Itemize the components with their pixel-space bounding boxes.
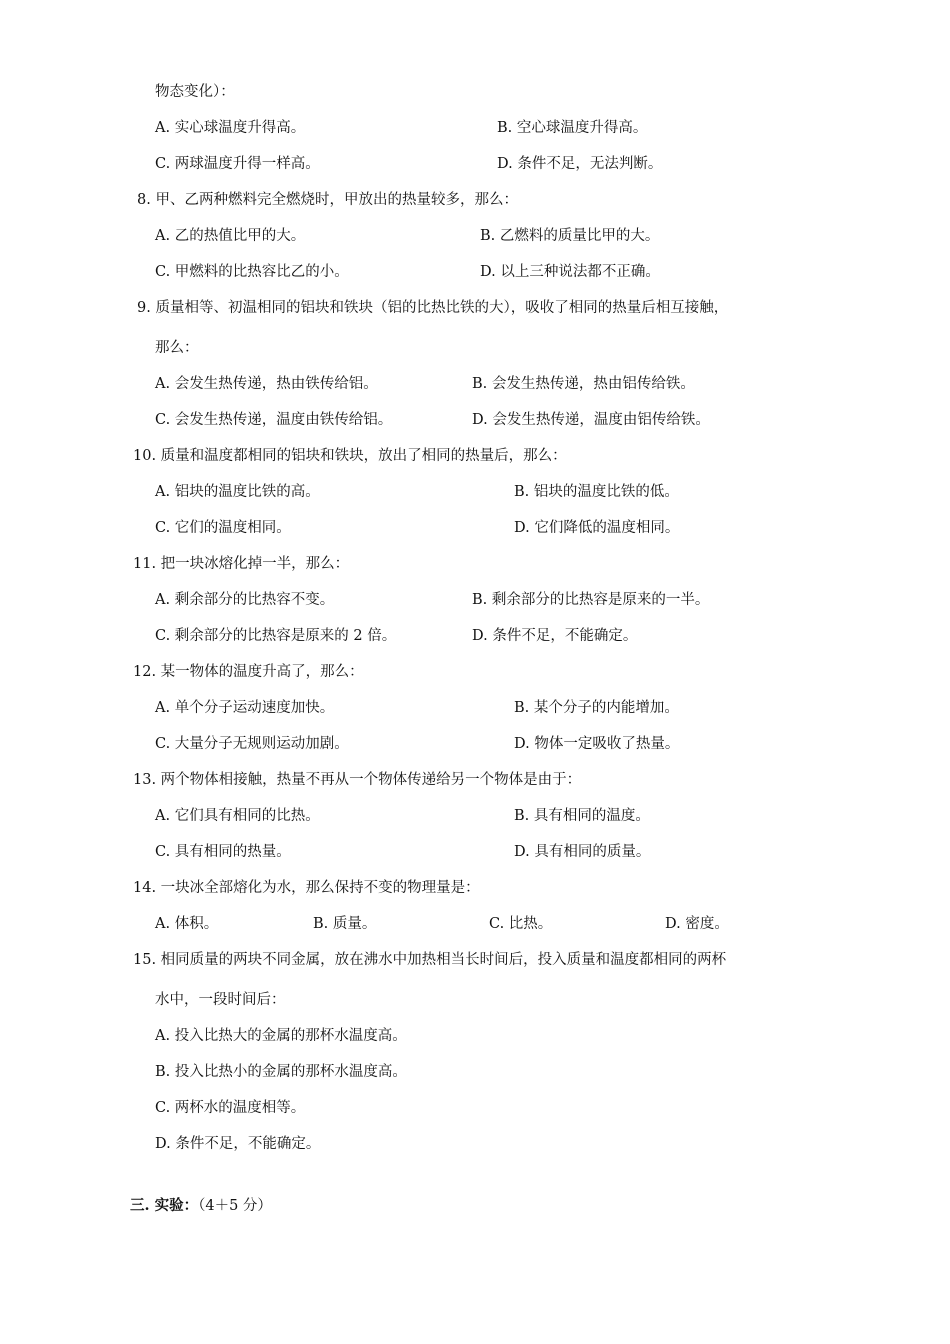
q9-option-c: C. 会发生热传递，温度由铁传给铝。 xyxy=(155,412,393,428)
q8-stem: 8. 甲、乙两种燃料完全燃烧时，甲放出的热量较多，那么： xyxy=(137,192,518,208)
q8-option-c: C. 甲燃料的比热容比乙的小。 xyxy=(155,264,349,280)
q14-option-c: C. 比热。 xyxy=(489,916,553,932)
q10-option-c: C. 它们的温度相同。 xyxy=(155,520,291,536)
q15-option-c: C. 两杯水的温度相等。 xyxy=(155,1100,306,1116)
q12-option-b: B. 某个分子的内能增加。 xyxy=(514,700,679,716)
q9-stem-continuation: 那么： xyxy=(155,340,199,356)
q14-option-d: D. 密度。 xyxy=(665,916,729,932)
q14-stem: 14. 一块冰全部熔化为水，那么保持不变的物理量是： xyxy=(133,880,480,896)
q11-option-b: B. 剩余部分的比热容是原来的一半。 xyxy=(472,592,710,608)
q15-option-b: B. 投入比热小的金属的那杯水温度高。 xyxy=(155,1064,407,1080)
section-3-title: 三. 实验： xyxy=(130,1197,199,1214)
q10-option-d: D. 它们降低的温度相同。 xyxy=(514,520,680,536)
section-3-heading xyxy=(130,1196,272,1216)
q7-option-c: C. 两球温度升得一样高。 xyxy=(155,156,320,172)
q13-option-d: D. 具有相同的质量。 xyxy=(514,844,651,860)
q7-option-b: B. 空心球温度升得高。 xyxy=(497,120,648,136)
q7-stem-continuation: 物态变化）： xyxy=(155,84,235,100)
q10-stem: 10. 质量和温度都相同的铝块和铁块，放出了相同的热量后，那么： xyxy=(133,448,567,464)
q12-stem: 12. 某一物体的温度升高了，那么： xyxy=(133,664,364,680)
q13-stem: 13. 两个物体相接触，热量不再从一个物体传递给另一个物体是由于： xyxy=(133,772,582,788)
q9-option-d: D. 会发生热传递，温度由铝传给铁。 xyxy=(472,412,710,428)
q12-option-a: A. 单个分子运动速度加快。 xyxy=(155,700,335,716)
q13-option-a: A. 它们具有相同的比热。 xyxy=(155,808,320,824)
q9-option-a: A. 会发生热传递，热由铁传给铝。 xyxy=(155,376,378,392)
q11-option-a: A. 剩余部分的比热容不变。 xyxy=(155,592,335,608)
q7-option-d: D. 条件不足，无法判断。 xyxy=(497,156,663,172)
q15-option-d: D. 条件不足，不能确定。 xyxy=(155,1136,321,1152)
q9-stem: 9. 质量相等、初温相同的铝块和铁块（铝的比热比铁的大），吸收了相同的热量后相互接触， xyxy=(137,300,729,316)
q14-option-b: B. 质量。 xyxy=(313,916,377,932)
q14-option-a: A. 体积。 xyxy=(155,916,219,932)
section-3-score: （4＋5 分） xyxy=(198,1198,272,1214)
q10-option-a: A. 铝块的温度比铁的高。 xyxy=(155,484,320,500)
q11-option-c: C. 剩余部分的比热容是原来的 2 倍。 xyxy=(155,628,397,644)
q12-option-c: C. 大量分子无规则运动加剧。 xyxy=(155,736,349,752)
q13-option-c: C. 具有相同的热量。 xyxy=(155,844,291,860)
q15-stem-continuation: 水中，一段时间后： xyxy=(155,992,286,1008)
q11-option-d: D. 条件不足，不能确定。 xyxy=(472,628,638,644)
q15-option-a: A. 投入比热大的金属的那杯水温度高。 xyxy=(155,1028,407,1044)
q15-stem: 15. 相同质量的两块不同金属，放在沸水中加热相当长时间后，投入质量和温度都相同的两杯 xyxy=(133,952,727,968)
q9-option-b: B. 会发生热传递，热由铝传给铁。 xyxy=(472,376,695,392)
q11-stem: 11. 把一块冰熔化掉一半，那么： xyxy=(133,556,350,572)
q7-option-a: A. 实心球温度升得高。 xyxy=(155,120,306,136)
q8-option-b: B. 乙燃料的质量比甲的大。 xyxy=(480,228,660,244)
q8-option-d: D. 以上三种说法都不正确。 xyxy=(480,264,660,280)
q12-option-d: D. 物体一定吸收了热量。 xyxy=(514,736,680,752)
q10-option-b: B. 铝块的温度比铁的低。 xyxy=(514,484,679,500)
q8-option-a: A. 乙的热值比甲的大。 xyxy=(155,228,306,244)
q13-option-b: B. 具有相同的温度。 xyxy=(514,808,650,824)
